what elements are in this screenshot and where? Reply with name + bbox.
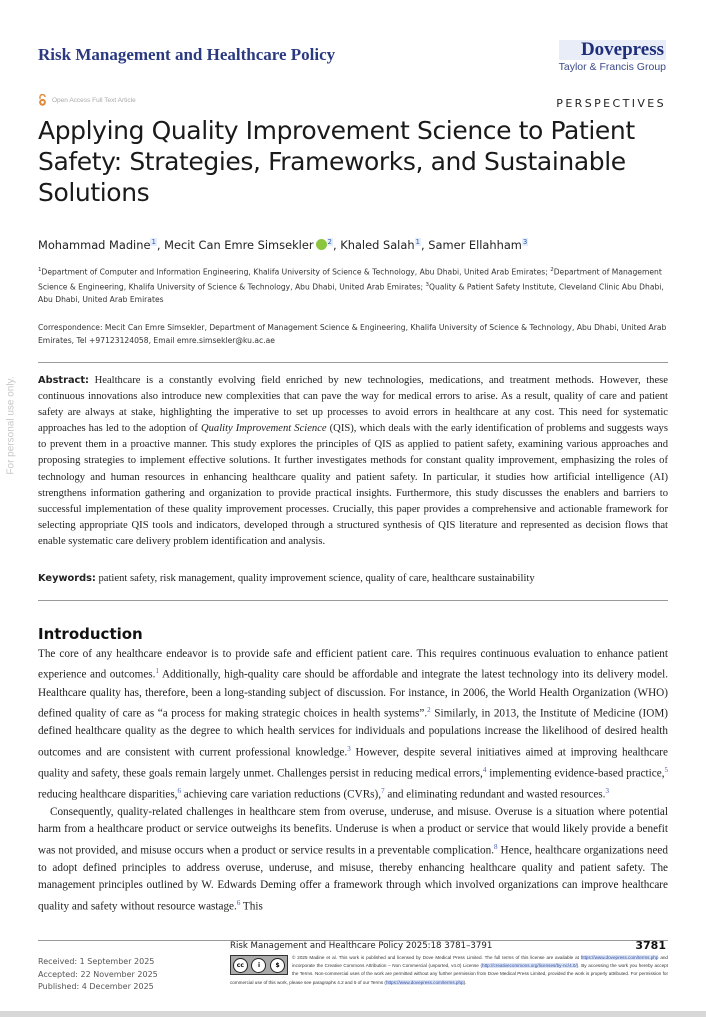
publication-dates xyxy=(38,956,158,994)
affiliations xyxy=(38,264,670,307)
paragraph-text: However, despite several initiatives aimed at improving healthcare quality and safety, these goals remain largely unmet. Challenges persist in reducing medical errors, xyxy=(38,746,668,780)
reference-link[interactable]: 6 xyxy=(177,786,181,795)
by-icon: i xyxy=(251,958,266,973)
section-heading-introduction: Introduction xyxy=(38,625,143,643)
affiliation-text: Department of Computer and Information Engineering, Khalifa University of Science & Technology, Abu Dhabi, United Arab Emirates; xyxy=(41,267,551,277)
open-access-badge xyxy=(38,94,136,106)
article-title: Applying Quality Improvement Science to Patient Safety: Strategies, Frameworks, and Sustainable Solutions xyxy=(38,116,635,207)
introduction-body xyxy=(38,646,668,916)
paragraph-text: The core of any healthcare endeavor is to provide safe and efficient patient care. This requires continuous evaluation to enhance patient experience and outcomes. xyxy=(38,648,668,682)
reference-link[interactable]: 5 xyxy=(664,765,668,774)
paragraph-text: Similarly, in 2013, the Institute of Medicine (IOM) defined healthcare quality as the degree to which health services for individuals and populations increase the likelihood of desired health outcomes and are consistent with current professional knowledge. xyxy=(38,707,668,759)
reference-link[interactable]: 1 xyxy=(155,667,159,676)
license-text-part: and incorporate the Creative Commons Attribution – Non Commercial (unported, v4.0) License ( xyxy=(292,955,668,969)
cc-license-link[interactable]: http://creativecommons.org/licenses/by-nc/4.0/ xyxy=(482,963,577,969)
keywords xyxy=(38,573,668,584)
reference-link[interactable]: 2 xyxy=(427,705,431,714)
reference-link[interactable]: 4 xyxy=(482,765,487,774)
author-name[interactable]: Mecit Can Emre Simsekler xyxy=(164,238,314,252)
viewer-bottom-edge xyxy=(0,1011,706,1017)
paragraph xyxy=(38,646,668,804)
author-name[interactable]: Mohammad Madine xyxy=(38,238,151,252)
keywords-label: Keywords: xyxy=(38,573,96,584)
divider xyxy=(38,600,668,601)
open-access-label: Open Access Full Text Article xyxy=(52,96,136,104)
paragraph-text: Additionally, high-quality care should be affordable and integrate the latest technology into its delivery model. Healthcare quality has, therefore, been a long-standing subject of discussion. For instance, in 2006, the World Health Organization (WHO) defined quality of care as “a process for making strategic choices in health systems”. xyxy=(38,669,668,720)
reference-link[interactable]: 6 xyxy=(236,898,241,907)
reference-link[interactable]: 3 xyxy=(605,786,609,795)
open-lock-icon xyxy=(38,94,47,106)
publisher-brand: Dovepress xyxy=(559,40,666,60)
affiliation-text: Department of Management Science & Engineering, Khalifa University of Science & Technology, Abu Dhabi, United Arab Emirates; xyxy=(38,267,662,292)
keywords-text: patient safety, risk management, quality improvement science, quality of care, healthcare sustainability xyxy=(95,573,535,584)
affiliation-number: 3 xyxy=(425,281,430,288)
publisher-logo[interactable] xyxy=(559,40,666,73)
journal-title[interactable]: Risk Management and Healthcare Policy xyxy=(38,45,336,64)
publisher-group: Taylor & Francis Group xyxy=(558,61,666,73)
author-name[interactable]: Samer Ellahham xyxy=(428,238,522,252)
license-text-part: © 2025 Madine et al. This work is published and licensed by Dove Medical Press Limited. The full terms of this license are available at xyxy=(292,955,581,960)
affiliation-ref[interactable]: 2 xyxy=(327,238,333,247)
license-text xyxy=(230,954,668,987)
abstract-text: Healthcare is a constantly evolving field enriched by new technologies, medications, and treatment methods. However, these continuous innovations also introduce new complexities that can pave the way for medical errors to arise. As a result, quality of care and patient safety are always at stake, highlighting the imperative to set up processes to avoid errors in healthcare at any cost. This need for systematic approaches has led to the adoption of xyxy=(38,375,668,435)
orcid-icon[interactable] xyxy=(316,239,327,250)
divider xyxy=(38,362,668,363)
license-text-part: ). xyxy=(463,979,467,985)
affiliation-number: 2 xyxy=(550,267,554,273)
paragraph-text: achieving care variation reductions (CVRs), xyxy=(180,788,382,801)
author-list: Mohammad Madine$^1$, Mecit Can Emre Simsekler $^2$, Khaled Salah$^1$, Samer Ellahham$^3$ xyxy=(38,238,528,252)
paragraph-text: implementing evidence-based practice, xyxy=(486,767,665,780)
terms-link[interactable]: https://www.dovepress.com/terms.php xyxy=(385,979,464,985)
affiliation-ref[interactable]: 1 xyxy=(415,238,421,247)
page-number: 3781 xyxy=(635,939,666,952)
paragraph-text: Hence, healthcare organizations need to adopt defined principles to address overuse, underuse, and misuse, thereby enhancing healthcare quality and patient safety. The management principles outlined by W. Edwards Deming offer a framework through which involved organizations can improve healthcare quality and safety without resource wastage. xyxy=(38,844,668,913)
nc-icon: $ xyxy=(270,958,285,973)
abstract xyxy=(38,373,668,550)
author-name[interactable]: Khaled Salah xyxy=(340,238,415,252)
affiliation-ref[interactable]: 3 xyxy=(522,238,528,247)
paragraph-text: reducing healthcare disparities, xyxy=(38,788,178,801)
abstract-text: (QIS), which deals with the early identification of problems and suggests ways to prevent them in a proactive manner. This study explores the principles of QIS as applied to patient safety, examining various approaches and proposing strategies to implement effective solutions. It further investigates methods for constant quality improvement, emphasizing the roles of technology and human resources in enhancing healthcare quality and patient safety. In particular, it studies how artificial intelligence (AI) strengthens information gathering and organization to provide practical insights. Furthermore, this study discusses the enablers and barriers to successful implementation of these quality improvement processes. Crucially, this paper provides a comprehensive and actionable framework for selecting appropriate QIS tools and indicators, developed through a structured synthesis of QIS literature and represented as decision flows that enable systematic care delivery problem identification and analysis. xyxy=(38,423,668,547)
paragraph xyxy=(38,804,668,916)
abstract-label: Abstract: xyxy=(38,375,89,386)
reference-link[interactable]: 3 xyxy=(347,744,351,753)
license-block xyxy=(230,954,668,987)
paragraph-text: Consequently, quality-related challenges in healthcare stem from overuse, underuse, and misuse. Overuse is a situation where potential harm from a healthcare product or service outweighs its benefits. Underuse is when a product or service that would likely provide a benefit was not provided, and misuse occurs when a product or service results in a preventable complication. xyxy=(38,805,668,857)
received-date: Received: 1 September 2025 xyxy=(38,957,155,966)
cc-by-nc-badge[interactable] xyxy=(230,955,288,975)
reference-link[interactable]: 7 xyxy=(381,786,385,795)
journal-citation: Risk Management and Healthcare Policy 2025:18 3781–3791 xyxy=(230,941,493,951)
terms-link[interactable]: https://www.dovepress.com/terms.php xyxy=(580,955,659,960)
correspondence: Correspondence: Mecit Can Emre Simsekler, Department of Management Science & Engineering, Khalifa University of Science & Technology, Abu Dhabi, United Arab Emirates, Tel +97123124058, Email emre.simsekler@ku.ac.ae xyxy=(38,323,667,346)
watermark: For personal use only. xyxy=(5,376,17,475)
accepted-date: Accepted: 22 November 2025 xyxy=(38,969,158,979)
published-date: Published: 4 December 2025 xyxy=(38,982,154,991)
abstract-italic: Quality Improvement Science xyxy=(200,423,327,435)
cc-icon: cc xyxy=(233,958,248,973)
affiliation-number: 1 xyxy=(38,267,42,273)
article-type: PERSPECTIVES xyxy=(556,97,666,110)
affiliation-ref[interactable]: 1 xyxy=(151,238,156,247)
reference-link[interactable]: 8 xyxy=(494,842,498,851)
paragraph-text: This xyxy=(240,900,263,913)
paragraph-text: and eliminating redundant and wasted resources. xyxy=(384,788,606,801)
license-text-part: ). By accessing the work you hereby accept the Terms. Non-commercial uses of the work are permitted without any further permission from Dove Medical Press Limited, provided the work is properly attributed. For permission for commercial use of this work, please see paragraphs 4.2 and 5 of our Terms ( xyxy=(230,963,668,985)
affiliation-text: Quality & Patient Safety Institute, Cleveland Clinic Abu Dhabi, Abu Dhabi, United Arab Emirates xyxy=(38,282,664,305)
